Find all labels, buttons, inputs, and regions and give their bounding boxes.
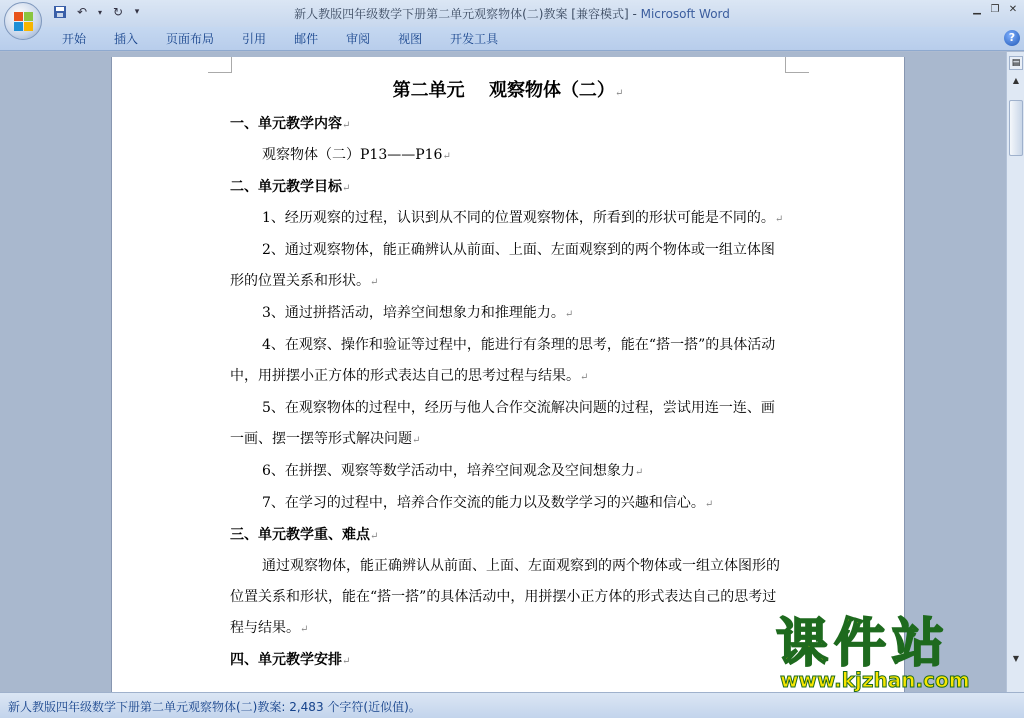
paragraph: 观察物体（二）P13——P16↵ xyxy=(262,147,451,163)
tab-mailings[interactable]: 邮件 xyxy=(294,32,319,46)
undo-icon[interactable]: ↶ xyxy=(76,5,88,19)
crop-mark-top-right xyxy=(785,57,809,73)
tab-review[interactable]: 审阅 xyxy=(346,32,371,46)
document-page[interactable] xyxy=(111,57,905,692)
window-title-doc: 新人教版四年级数学下册第二单元观察物体(二)教案 [兼容模式] xyxy=(294,7,629,21)
ribbon-tab-bar xyxy=(0,27,1024,51)
paragraph: 1、经历观察的过程，认识到从不同的位置观察物体，所看到的形状可能是不同的。↵ xyxy=(262,210,784,226)
paragraph: 7、在学习的过程中，培养合作交流的能力以及数学学习的兴趣和信心。↵ xyxy=(262,495,714,511)
paragraph: 4、在观察、操作和验证等过程中，能进行有条理的思考，能在“搭一搭”的具体活动中，用拼摆小正方体的形式表达自己的思考过程与结果。↵ xyxy=(230,337,776,384)
tab-insert[interactable]: 插入 xyxy=(114,32,139,46)
window-title-sep: - xyxy=(628,7,641,21)
scroll-thumb[interactable] xyxy=(1009,100,1023,156)
paragraph: 2、通过观察物体，能正确辨认从前面、上面、左面观察到的两个物体或一组立体图形的位置关系和形状。↵ xyxy=(230,242,775,289)
tab-references[interactable]: 引用 xyxy=(242,32,267,46)
section-heading: 三、单元教学重、难点↵ xyxy=(230,527,379,543)
paragraph: 5、在观察物体的过程中，经历与他人合作交流解决问题的过程，尝试用连一连、画一画、摆一摆等形式解决问题↵ xyxy=(230,400,775,447)
window-title xyxy=(0,5,1024,22)
redo-icon[interactable]: ↻ xyxy=(112,5,124,19)
minimize-icon[interactable]: ▁ xyxy=(973,3,981,15)
tab-developer[interactable]: 开发工具 xyxy=(450,32,499,46)
section-heading: 四、单元教学安排↵ xyxy=(230,652,351,668)
section-heading: 二、单元教学目标↵ xyxy=(230,179,351,195)
tab-home[interactable]: 开始 xyxy=(62,32,87,46)
status-text: 新人教版四年级数学下册第二单元观察物体(二)教案: 2,483 个字符(近似值)。 xyxy=(8,700,421,714)
office-button[interactable] xyxy=(4,2,42,40)
view-ruler-icon[interactable]: ▤ xyxy=(1009,56,1023,70)
watermark-url: www.kjzhan.com xyxy=(780,668,970,692)
restore-icon[interactable]: ❐ xyxy=(990,3,1000,15)
paragraph: 3、通过拼搭活动，培养空间想象力和推理能力。↵ xyxy=(262,305,574,321)
tab-view[interactable]: 视图 xyxy=(398,32,423,46)
document-title: 第二单元 观察物体（二）↵ xyxy=(392,80,624,101)
scroll-up-icon[interactable]: ▲ xyxy=(1012,76,1020,85)
watermark-logo xyxy=(772,616,1008,692)
scroll-down-icon[interactable]: ▼ xyxy=(1012,654,1020,663)
close-icon[interactable]: ✕ xyxy=(1008,3,1018,15)
crop-mark-top-left xyxy=(208,57,232,73)
tab-page-layout[interactable]: 页面布局 xyxy=(166,32,215,46)
paragraph: 6、在拼摆、观察等数学活动中，培养空间观念及空间想象力↵ xyxy=(262,463,644,479)
section-heading: 一、单元教学内容↵ xyxy=(230,116,351,132)
document-body[interactable] xyxy=(230,73,786,676)
watermark-brand: 课件站 xyxy=(776,614,951,674)
vertical-scrollbar[interactable] xyxy=(1006,52,1024,692)
window-controls xyxy=(970,2,1020,16)
undo-dropdown-icon[interactable]: ▾ xyxy=(97,7,102,17)
window-title-app: Microsoft Word xyxy=(640,7,730,21)
help-icon[interactable]: ? xyxy=(1004,30,1020,46)
document-workspace xyxy=(0,52,1006,692)
paragraph: 通过观察物体，能正确辨认从前面、上面、左面观察到的两个物体或一组立体图形的位置关系和形状，能在“搭一搭”的具体活动中，用拼摆小正方体的形式表达自己的思考过程与结果。↵ xyxy=(230,558,780,636)
office-logo-icon xyxy=(14,12,34,32)
customize-toolbar-icon[interactable]: ▾ xyxy=(134,7,140,17)
title-bar xyxy=(0,0,1024,27)
status-bar xyxy=(0,692,1024,718)
